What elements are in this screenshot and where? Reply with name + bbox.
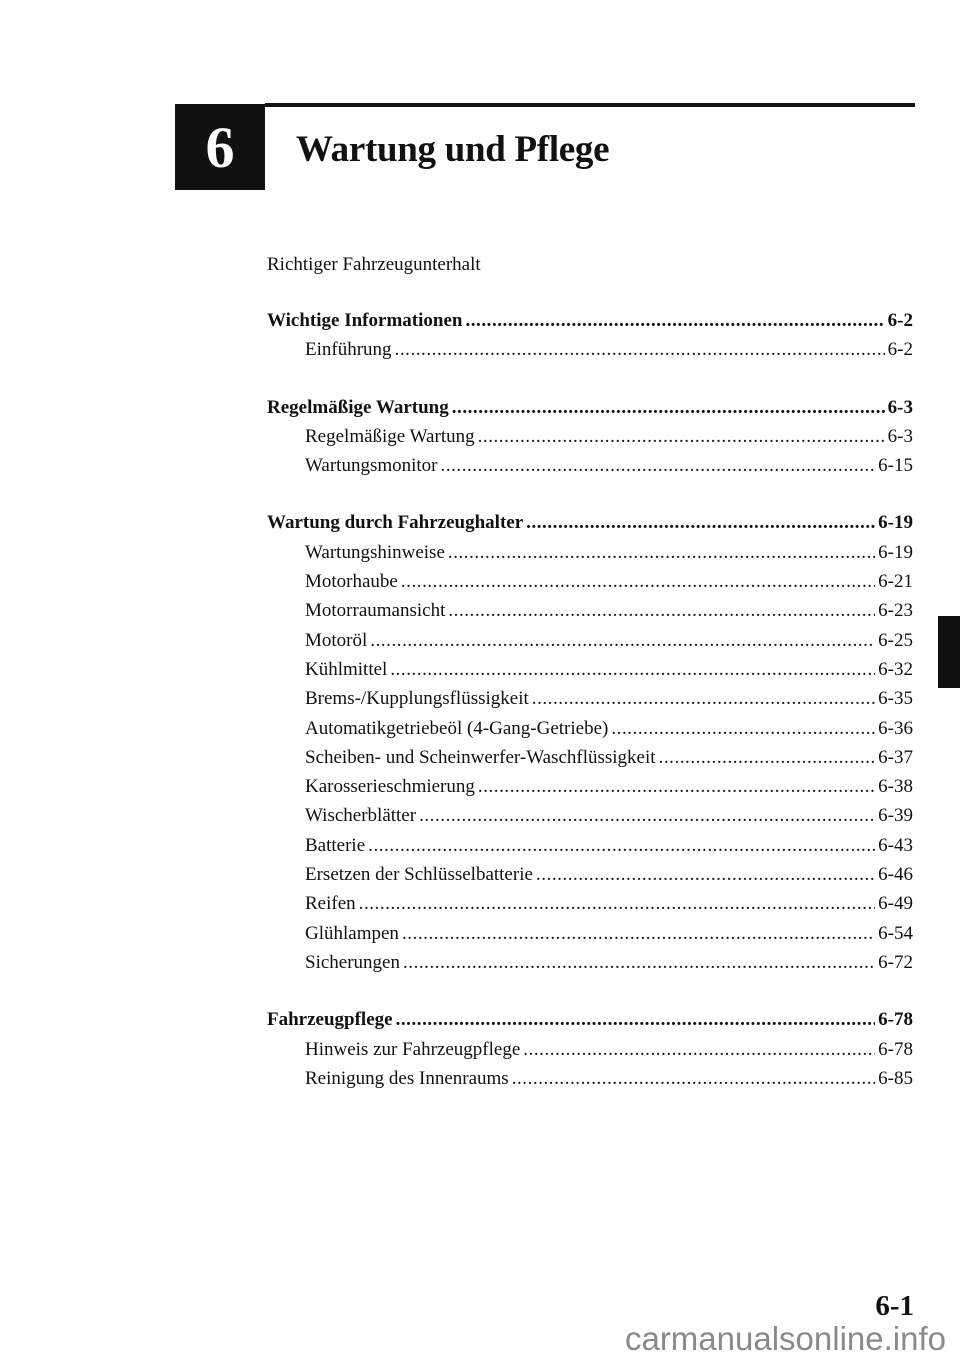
toc-entry-page: 6-32 <box>878 658 913 680</box>
chapter-subtitle: Richtiger Fahrzeugunterhalt <box>267 254 481 275</box>
toc-entry-page: 6-23 <box>878 600 913 622</box>
dot-leader <box>401 567 875 596</box>
toc-entry-title: Wischerblätter <box>305 805 417 827</box>
toc-section <box>267 393 913 481</box>
toc-entry-title: Brems-/Kupplungsflüssigkeit <box>305 688 529 710</box>
toc-entry-title: Motorraumansicht <box>305 600 446 622</box>
toc-entry-title: Batterie <box>305 834 366 856</box>
toc-entry-page: 6-54 <box>878 922 913 944</box>
dot-leader <box>396 1005 876 1034</box>
toc-entry-page: 6-15 <box>878 455 913 477</box>
toc-subentry[interactable] <box>267 743 913 772</box>
dot-leader <box>526 508 875 537</box>
dot-leader <box>532 684 875 713</box>
toc-subentry[interactable] <box>267 801 913 830</box>
dot-leader <box>403 948 875 977</box>
toc-section-entry[interactable] <box>267 1005 913 1034</box>
toc-entry-page: 6-78 <box>878 1009 913 1031</box>
dot-leader <box>536 860 875 889</box>
dot-leader <box>390 655 875 684</box>
toc-subentry[interactable] <box>267 714 913 743</box>
toc-entry-title: Regelmäßige Wartung <box>267 396 449 418</box>
dot-leader <box>512 1064 875 1093</box>
toc-subentry[interactable] <box>267 538 913 567</box>
toc-entry-page: 6-78 <box>878 1038 913 1060</box>
toc-subentry[interactable] <box>267 684 913 713</box>
toc-subentry[interactable] <box>267 889 913 918</box>
table-of-contents <box>267 306 913 1121</box>
toc-entry-page: 6-37 <box>878 746 913 768</box>
dot-leader <box>448 538 875 567</box>
toc-subentry[interactable] <box>267 860 913 889</box>
dot-leader <box>368 831 875 860</box>
toc-entry-title: Wichtige Informationen <box>267 310 463 331</box>
toc-entry-title: Fahrzeugpflege <box>267 1009 393 1031</box>
toc-entry-title: Wartung durch Fahrzeughalter <box>267 512 524 534</box>
toc-subentry[interactable] <box>267 919 913 948</box>
toc-entry-title: Wartungsmonitor <box>305 455 438 477</box>
toc-section-entry[interactable] <box>267 393 913 422</box>
toc-subentry[interactable] <box>267 655 913 684</box>
toc-subentry[interactable] <box>267 596 913 625</box>
toc-entry-title: Karosserieschmierung <box>305 776 475 798</box>
dot-leader <box>402 919 875 948</box>
toc-section-entry[interactable] <box>267 508 913 537</box>
dot-leader <box>452 393 885 422</box>
toc-entry-page: 6-43 <box>878 834 913 856</box>
header-rule <box>265 103 915 107</box>
toc-entry-page: 6-3 <box>887 425 913 447</box>
chapter-title: Wartung und Pflege <box>296 129 610 170</box>
toc-entry-title: Sicherungen <box>305 951 400 973</box>
toc-entry-title: Kühlmittel <box>305 658 388 680</box>
toc-entry-title: Einführung <box>305 339 392 361</box>
toc-subentry[interactable] <box>267 1035 913 1064</box>
toc-entry-title: Automatikgetriebeöl (4-Gang-Getriebe) <box>305 717 609 739</box>
toc-entry-page: 6-2 <box>887 310 913 331</box>
toc-subentry[interactable] <box>267 831 913 860</box>
toc-entry-title: Wartungshinweise <box>305 541 445 563</box>
dot-leader <box>370 626 875 655</box>
chapter-number: 6 <box>205 114 235 180</box>
toc-entry-title: Scheiben- und Scheinwerfer-Waschflüssigkeit <box>305 746 656 768</box>
dot-leader <box>478 772 875 801</box>
toc-entry-page: 6-46 <box>878 864 913 886</box>
toc-entry-title: Motoröl <box>305 629 368 651</box>
toc-subentry[interactable] <box>267 1064 913 1093</box>
dot-leader <box>448 596 875 625</box>
toc-entry-page: 6-49 <box>878 893 913 915</box>
toc-entry-title: Motorhaube <box>305 571 398 593</box>
chapter-side-tab <box>938 616 960 688</box>
toc-entry-page: 6-19 <box>878 512 913 534</box>
toc-entry-title: Glühlampen <box>305 922 399 944</box>
toc-entry-page: 6-39 <box>878 805 913 827</box>
toc-subentry[interactable] <box>267 422 913 451</box>
toc-subentry[interactable] <box>267 626 913 655</box>
dot-leader <box>441 451 876 480</box>
dot-leader <box>395 335 885 364</box>
toc-subentry[interactable] <box>267 772 913 801</box>
page-number: 6-1 <box>875 1290 914 1322</box>
toc-section <box>267 306 913 365</box>
dot-leader <box>523 1035 875 1064</box>
dot-leader <box>359 889 876 918</box>
toc-section <box>267 1005 913 1093</box>
toc-entry-title: Regelmäßige Wartung <box>305 425 475 447</box>
toc-section <box>267 508 913 977</box>
dot-leader <box>659 743 876 772</box>
toc-subentry[interactable] <box>267 335 913 364</box>
toc-entry-page: 6-25 <box>878 629 913 651</box>
watermark: carmanualsonline.info <box>624 1320 946 1357</box>
toc-entry-page: 6-85 <box>878 1067 913 1089</box>
dot-leader <box>478 422 885 451</box>
toc-entry-page: 6-72 <box>878 951 913 973</box>
dot-leader <box>611 714 875 743</box>
toc-entry-page: 6-38 <box>878 776 913 798</box>
toc-entry-title: Hinweis zur Fahrzeugpflege <box>305 1038 521 1060</box>
toc-subentry[interactable] <box>267 567 913 596</box>
toc-entry-page: 6-21 <box>878 571 913 593</box>
toc-entry-page: 6-36 <box>878 717 913 739</box>
toc-entry-title: Reinigung des Innenraums <box>305 1067 509 1089</box>
dot-leader <box>465 306 884 335</box>
dot-leader <box>419 801 875 830</box>
toc-subentry[interactable] <box>267 948 913 977</box>
toc-entry-page: 6-3 <box>887 396 913 418</box>
toc-entry-page: 6-19 <box>878 541 913 563</box>
toc-subentry[interactable] <box>267 451 913 480</box>
toc-entry-page: 6-35 <box>878 688 913 710</box>
chapter-number-box <box>175 104 265 190</box>
toc-entry-page: 6-2 <box>887 339 913 361</box>
toc-section-entry[interactable] <box>267 306 913 335</box>
toc-entry-title: Reifen <box>305 893 356 915</box>
toc-entry-title: Ersetzen der Schlüsselbatterie <box>305 864 533 886</box>
